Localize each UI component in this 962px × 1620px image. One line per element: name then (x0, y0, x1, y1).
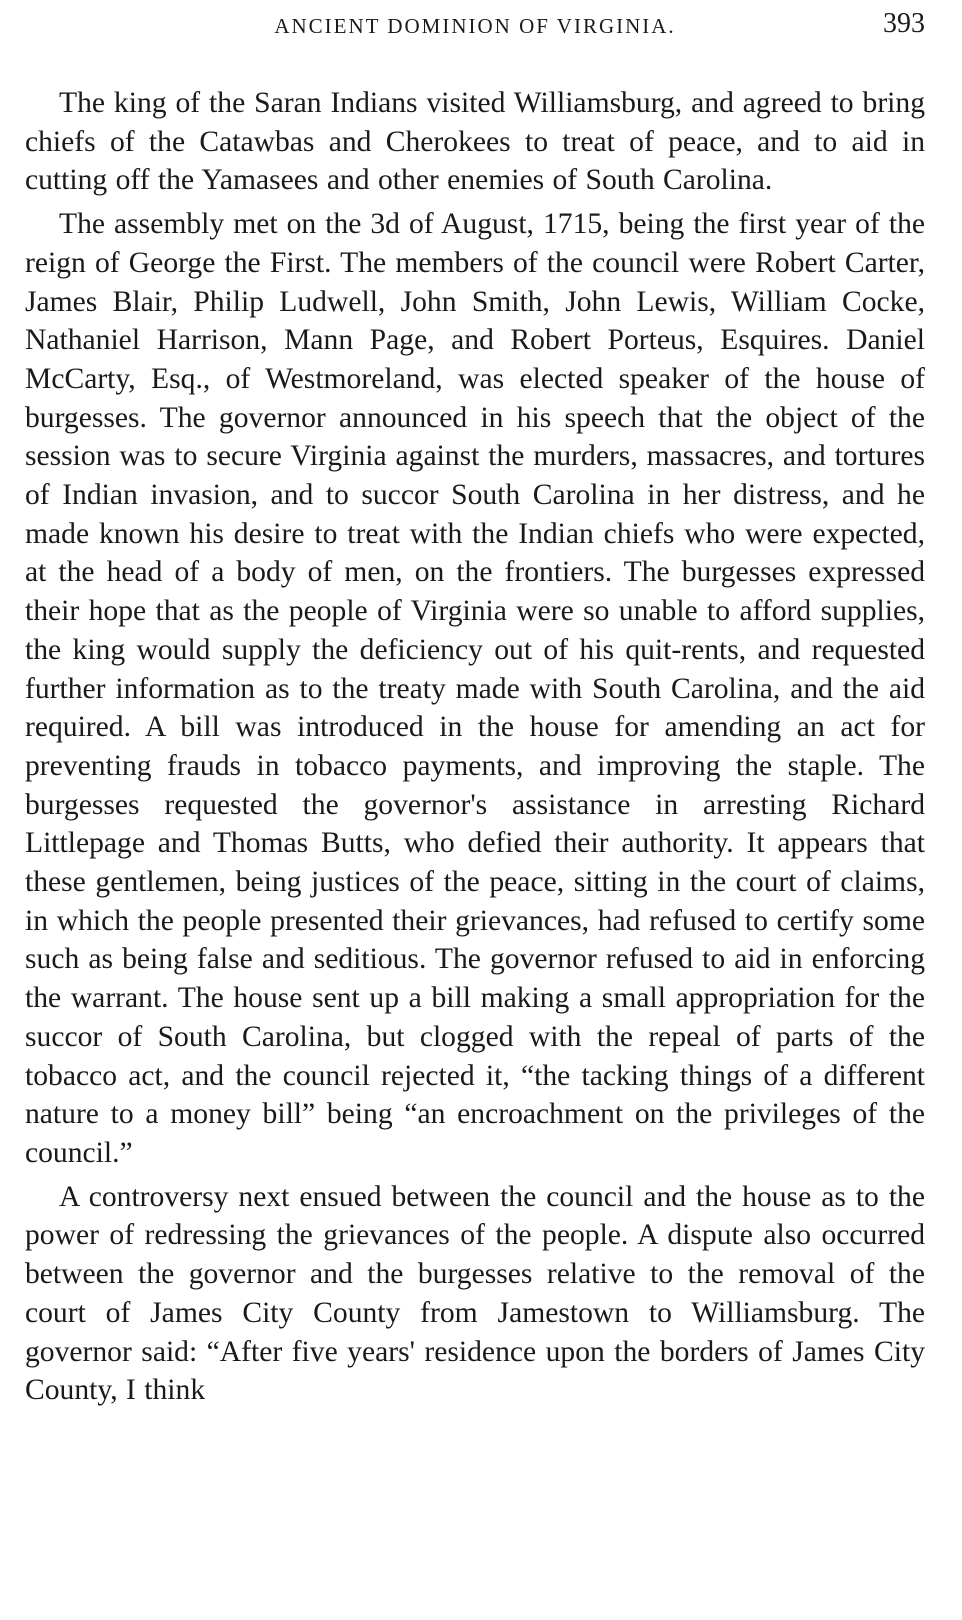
paragraph-assembly-1715: The assembly met on the 3d of August, 1715, being the first year of the reign of George the First. The members of the council were Robert Carter, James Blair, Philip Ludwell, John Smith, John Lewis, William Cocke, Nathaniel Harrison, Mann Page, and Robert Porteus, Esquires. Daniel McCarty, Esq., of Westmoreland, was elected speaker of the house of burgesses. The governor announced in his speech that the object of the session was to secure Virginia against the murders, massacres, and tortures of Indian invasion, and to succor South Carolina in her distress, and he made known his desire to treat with the Indian chiefs who were expected, at the head of a body of men, on the frontiers. The burgesses expressed their hope that as the people of Virginia were so unable to afford supplies, the king would supply the deficiency out of his quit-rents, and requested further information as to the treaty made with South Carolina, and the aid required. A bill was introduced in the house for amending an act for preventing frauds in tobacco payments, and improving the staple. The burgesses requested the governor's assistance in arresting Richard Littlepage and Thomas Butts, who defied their authority. It appears that these gentlemen, being justices of the peace, sitting in the court of claims, in which the people presented their grievances, had refused to certify some such as being false and seditious. The governor refused to aid in enforcing the warrant. The house sent up a bill making a small appropriation for the succor of South Carolina, but clogged with the repeal of parts of the tobacco act, and the council rejected it, “the tacking things of a different nature to a money bill” being “an encroachment on the privileges of the council.” (25, 208, 925, 1169)
running-head (25, 0, 925, 58)
running-title: ANCIENT DOMINION OF VIRGINIA. (274, 14, 676, 38)
paragraph-controversy: A controversy next ensued between the council and the house as to the power of redressing the grievances of the people. A dispute also occurred between the governor and the burgesses relative to the removal of the court of James City County from Jamestown to Williamsburg. The governor said: “After five years' residence upon the borders of James City County, I think (25, 1180, 925, 1407)
page-number: 393 (883, 8, 925, 39)
book-page (25, 0, 925, 1620)
body-text (25, 84, 925, 1410)
paragraph-saran-indians: The king of the Saran Indians visited Williamsburg, and agreed to bring chiefs of the Catawbas and Cherokees to treat of peace, and to aid in cutting off the Yamasees and other enemies of South Carolina. (25, 87, 925, 197)
